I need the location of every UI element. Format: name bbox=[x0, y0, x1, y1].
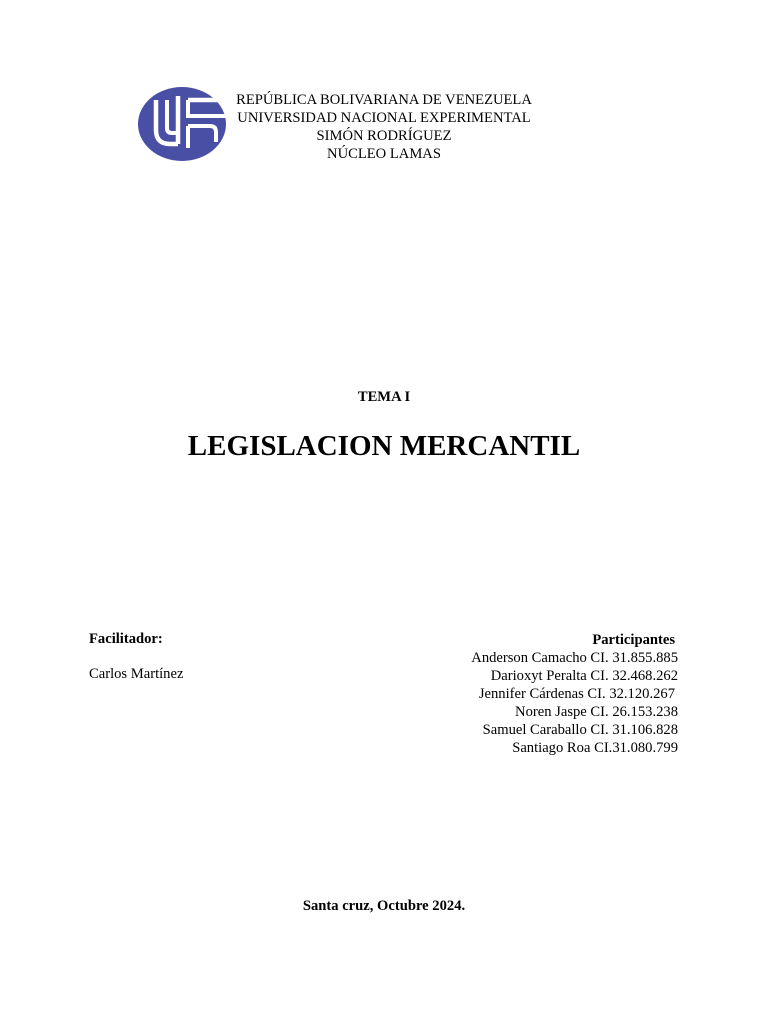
document-title: LEGISLACION MERCANTIL bbox=[187, 430, 581, 462]
participant-item: Noren Jaspe CI. 26.153.238 bbox=[515, 704, 678, 720]
facilitator-label: Facilitador: bbox=[89, 631, 163, 647]
header-line-university: UNIVERSIDAD NACIONAL EXPERIMENTAL bbox=[237, 110, 531, 126]
participant-item: Santiago Roa CI.31.080.799 bbox=[512, 740, 678, 756]
participant-item: Samuel Caraballo CI. 31.106.828 bbox=[482, 722, 678, 738]
participant-item: Jennifer Cárdenas CI. 32.120.267 bbox=[478, 686, 675, 702]
institution-header bbox=[184, 91, 584, 163]
participant-item: Darioxyt Peralta CI. 32.468.262 bbox=[490, 668, 678, 684]
topic-label: TEMA I bbox=[357, 389, 411, 405]
participant-item: Anderson Camacho CI. 31.855.885 bbox=[471, 650, 678, 666]
participants-block bbox=[380, 631, 678, 757]
header-line-country: REPÚBLICA BOLIVARIANA DE VENEZUELA bbox=[236, 92, 532, 108]
facilitator-name: Carlos Martínez bbox=[89, 666, 184, 682]
header-line-nucleus: NÚCLEO LAMAS bbox=[327, 146, 441, 162]
header-line-name: SIMÓN RODRÍGUEZ bbox=[316, 128, 452, 144]
participants-label: Participantes bbox=[592, 632, 675, 648]
place-date: Santa cruz, Octubre 2024. bbox=[302, 898, 466, 914]
